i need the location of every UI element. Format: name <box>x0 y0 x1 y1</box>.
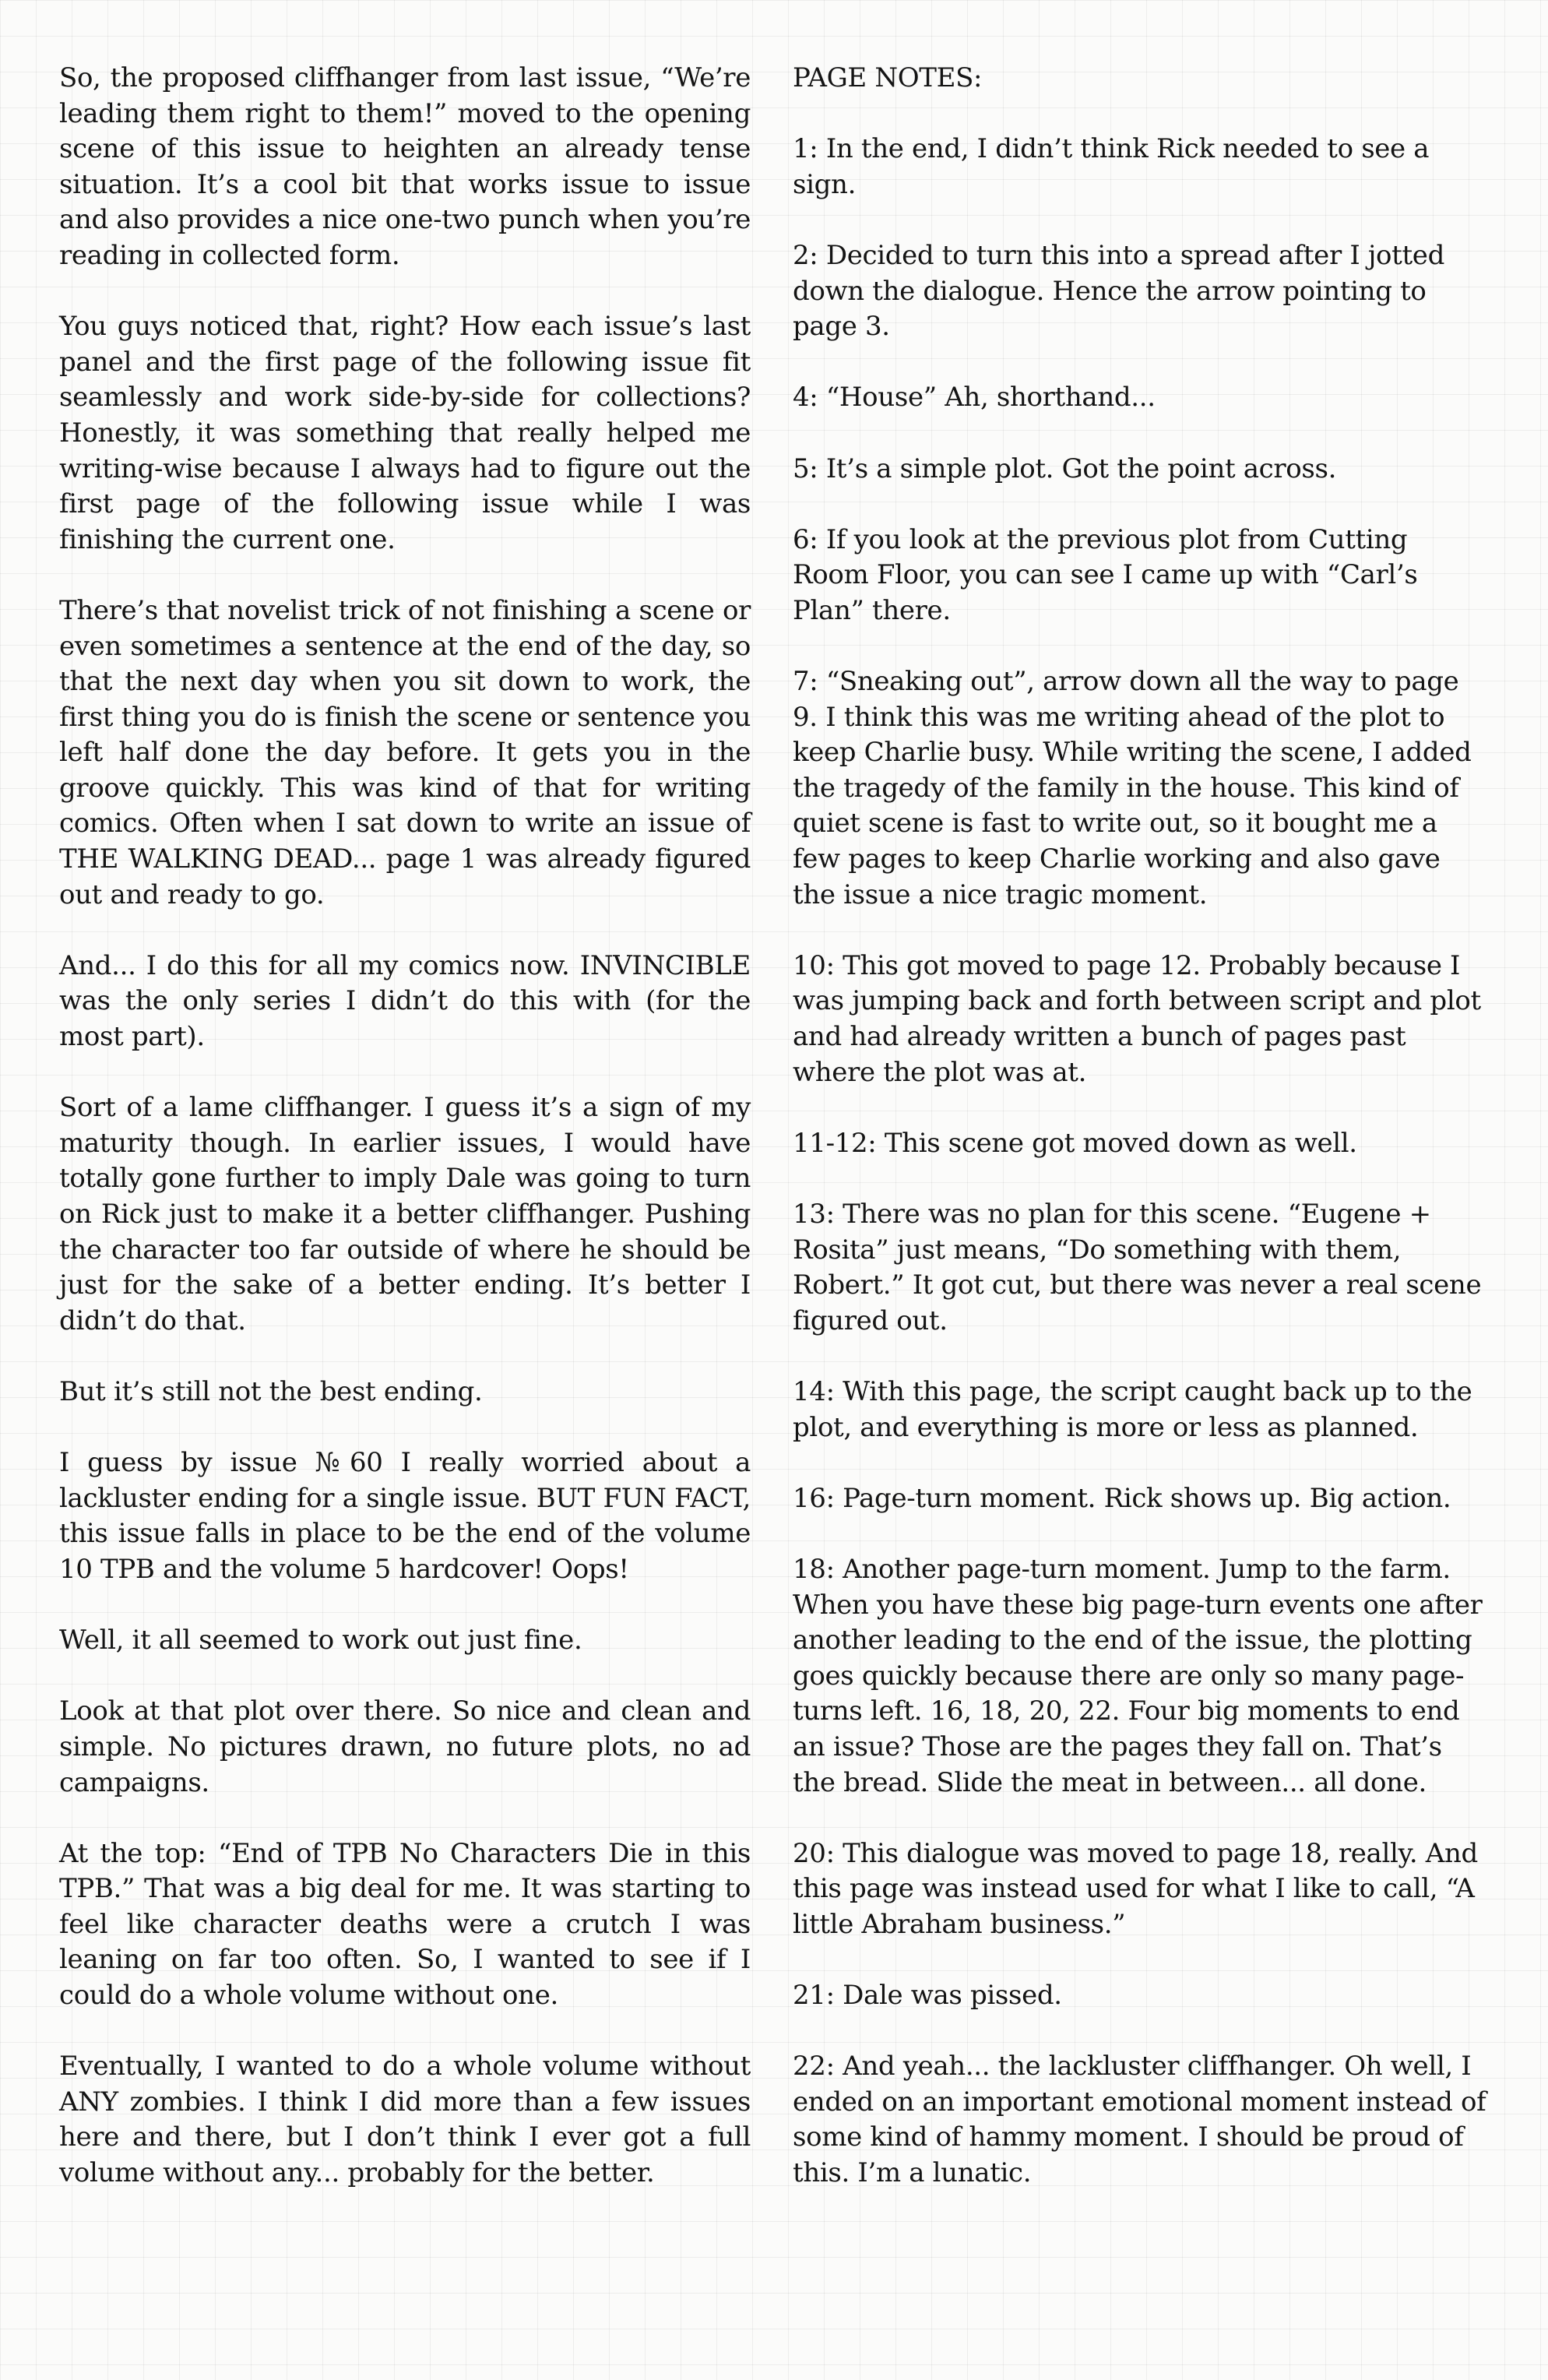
essay-paragraph-1: So, the proposed cliffhanger from last issue, “We’re leading them right to them!” moved to the opening scene of this issue to heighten an already tense situation. It’s a cool bit that works issue to issue and also provides a nice one-two punch when you’re reading in collected form. <box>59 62 751 271</box>
essay-paragraph-5: Sort of a lame cliffhanger. I guess it’s a sign of my maturity though. In earlier issues, I would have totally gone further to imply Dale was going to turn on Rick just to make it a better cliffhanger. Pushing the character too far outside of where he should be just for the sake of a better ending. It’s better I didn’t do that. <box>59 1092 751 1336</box>
page-note-2: 2: Decided to turn this into a spread after I jotted down the dialogue. Hence the arrow pointing to page 3. <box>793 239 1444 343</box>
page-note-4: 4: “House” Ah, shorthand... <box>793 382 1156 414</box>
page-note-16: 16: Page-turn moment. Rick shows up. Big action. <box>793 1482 1451 1514</box>
essay-paragraph-3: There’s that novelist trick of not finishing a scene or even sometimes a sentence at the end of the day, so that the next day when you sit down to work, the first thing you do is finish the scene or sentence you left half done the day before. It gets you in the groove quickly. This was kind of that for writing comics. Often when I sat down to write an issue of THE WALKING DEAD... page 1 was already figured out and ready to go. <box>59 594 751 910</box>
page-note-11-12: 11-12: This scene got moved down as well. <box>793 1127 1357 1159</box>
page-note-21: 21: Dale was pissed. <box>793 1980 1062 2012</box>
page-note-10: 10: This got moved to page 12. Probably because I was jumping back and forth between script and plot and had already written a bunch of pages past where the plot was at. <box>793 949 1481 1088</box>
page-notes-heading: PAGE NOTES: <box>793 62 983 93</box>
essay-paragraph-2: You guys noticed that, right? How each issue’s last panel and the first page of the following issue fit seamlessly and work side-by-side for collections? Honestly, it was something that really helped me writing-wise because I always had to figure out the first page of the following issue while I was finishing the current one. <box>59 311 751 555</box>
essay-paragraph-10: At the top: “End of TPB No Characters Die in this TPB.” That was a big deal for me. It was starting to feel like character deaths were a crutch I was leaning on far too often. So, I wanted to see if I could do a whole volume without one. <box>59 1837 751 2012</box>
page-note-1: 1: In the end, I didn’t think Rick needed to see a sign. <box>793 133 1430 200</box>
essay-paragraph-11: Eventually, I wanted to do a whole volume without ANY zombies. I think I did more than a few issues here and there, but I don’t think I ever got a full volume without any... probably for the better. <box>59 2051 751 2189</box>
essay-paragraph-7: I guess by issue №60 I really worried about a lackluster ending for a single issue. BUT FUN FACT, this issue falls in place to be the end of the volume 10 TPB and the volume 5 hardcover! Oops! <box>59 1447 751 1585</box>
page-note-18: 18: Another page-turn moment. Jump to the farm. When you have these big page-turn events one after another leading to the end of the issue, the plotting goes quickly because there are only so many page-turns left. 16, 18, 20, 22. Four big moments to end an issue? Those are the pages they fall on. That’s the bread. Slide the meat in between... all done. <box>793 1553 1483 1798</box>
essay-paragraph-9: Look at that plot over there. So nice and clean and simple. No pictures drawn, no future plots, no ad campaigns. <box>59 1695 751 1798</box>
page-note-20: 20: This dialogue was moved to page 18, really. And this page was instead used for what I like to call, “A little Abraham business.” <box>793 1837 1478 1940</box>
essay-column <box>59 61 751 2227</box>
page-note-14: 14: With this page, the script caught back up to the plot, and everything is more or less as planned. <box>793 1375 1472 1443</box>
page-note-13: 13: There was no plan for this scene. “Eugene + Rosita” just means, “Do something with them, Robert.” It got cut, but there was never a real scene figured out. <box>793 1199 1482 1336</box>
essay-paragraph-4: And... I do this for all my comics now. INVINCIBLE was the only series I didn’t do this with (for the most part). <box>59 949 751 1053</box>
page-note-7: 7: “Sneaking out”, arrow down all the way to page 9. I think this was me writing ahead of the plot to keep Charlie busy. While writing the scene, I added the tragedy of the family in the house. This kind of quiet scene is fast to write out, so it bought me a few pages to keep Charlie working and also gave the issue a nice tragic moment. <box>793 666 1472 910</box>
page-note-22: 22: And yeah... the lackluster cliffhanger. Oh well, I ended on an important emotional moment instead of some kind of hammy moment. I should be proud of this. I’m a lunatic. <box>793 2051 1486 2189</box>
page-note-6: 6: If you look at the previous plot from Cutting Room Floor, you can see I came up with “Carl’s Plan” there. <box>793 523 1418 626</box>
page-notes-column <box>793 61 1487 2227</box>
essay-paragraph-8: Well, it all seemed to work out just fine. <box>59 1625 582 1656</box>
page-note-5: 5: It’s a simple plot. Got the point across. <box>793 452 1337 484</box>
essay-paragraph-6: But it’s still not the best ending. <box>59 1375 483 1407</box>
